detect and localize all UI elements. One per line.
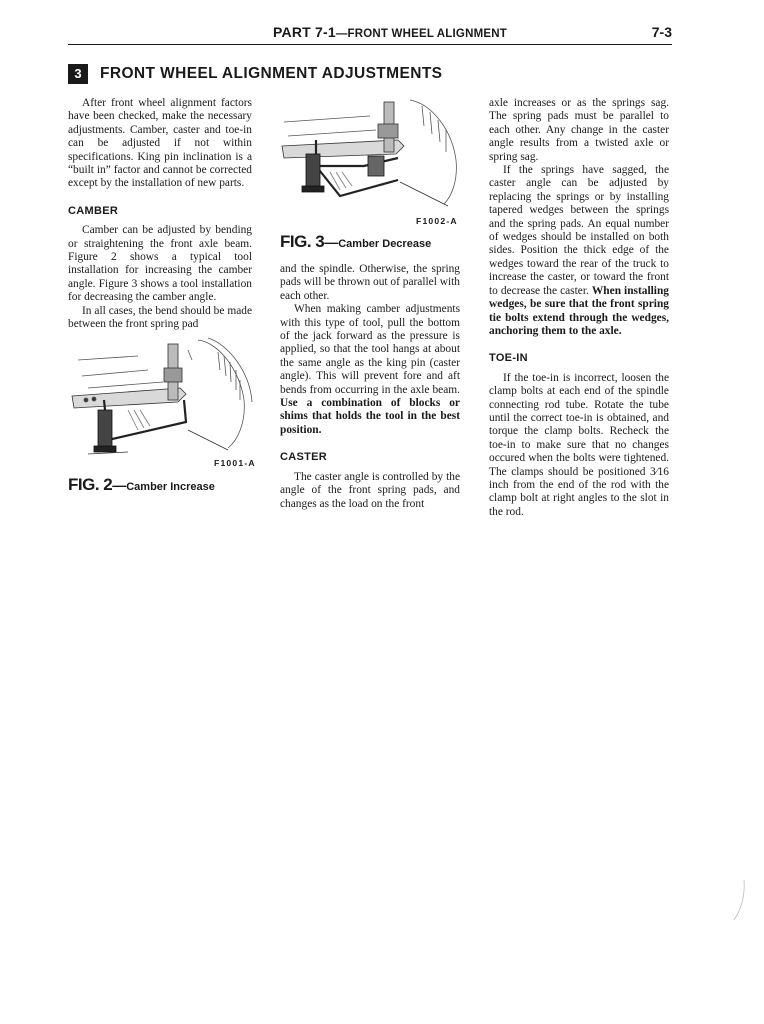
running-head: [0, 24, 764, 44]
figure-2-caption: [68, 475, 215, 495]
figure-2-dash: —: [112, 477, 127, 493]
figure-2: [68, 330, 256, 494]
part-subtitle: FRONT WHEEL ALIGNMENT: [347, 28, 507, 40]
figure-3-caption-text: Camber Decrease: [338, 238, 432, 250]
camber-paragraph-1: Camber can be adjusted by bending or straightening the front axle beam. Figure 2 shows a typical tool installation for increasing the camber angle. Figure 3 shows a tool installation for decreasing the camber angle.: [68, 224, 252, 304]
caster-paragraph-2: [489, 164, 669, 338]
header-rule: [68, 44, 672, 45]
intro-paragraph: After front wheel alignment factors have been checked, make the necessary adjustments. Camber, caster and toe-in can be adjusted if not within specifications. King pin inclination is a “built in” factor and cannot be corrected except by the installation of new parts.: [68, 97, 252, 190]
toe-in-text-a: If the toe-in is incorrect, loosen the clamp bolts at each end of the spindle connecting rod tube. Rotate the tube until the correct toe-in is obtained, and torque the clamp bolts. Recheck the toe-in to make sure that no changes occured when the bolts were tightened. The clamps should be positioned: [489, 371, 669, 478]
page-number: 7-3: [651, 24, 672, 40]
figure-3: [280, 96, 458, 251]
figure-3-caption: [280, 232, 431, 252]
col2-paragraph-2: [280, 303, 460, 437]
running-title: [190, 24, 590, 40]
part-title: PART 7-1: [273, 24, 336, 40]
figure-3-dash: —: [324, 234, 339, 250]
figure-3-code: F1002-A: [416, 216, 458, 226]
wedge-bold: When installing wedges, be sure that the front spring tie bolts extend through the wedges, anchoring them to the axle.: [489, 284, 669, 337]
toe-in-text-b: inch from the end of the rod with the clamp bolt at right angles to the slot in the rod.: [489, 478, 669, 518]
toe-in-paragraph: [489, 372, 669, 519]
figure-2-illustration: [68, 330, 254, 460]
camber-paragraph-2: In all cases, the bend should be made between the front spring pad: [68, 304, 252, 331]
wedge-text: If the springs have sagged, the caster angle can be adjusted by replacing the springs or by installing tapered wedges between the springs and the spring pads. An equal number of wedges should be installed on both sides. Position the thick edge of the wedges toward the rear of the truck to increase the caster, or toward the front to decrease the caster.: [489, 164, 669, 297]
figure-2-label: FIG. 2: [68, 475, 113, 494]
figure-2-code: F1001-A: [214, 458, 256, 468]
toe-in-fraction: 3⁄16: [650, 465, 670, 478]
column-2: [280, 263, 460, 511]
camber-heading: CAMBER: [68, 204, 119, 217]
section-title: FRONT WHEEL ALIGNMENT ADJUSTMENTS: [100, 65, 443, 82]
toe-in-heading: TOE-IN: [489, 352, 528, 365]
column-3: [489, 97, 669, 519]
camber-adjust-text: When making camber adjustments with this type of tool, pull the bottom of the jack forward as the pressure is applied, so that the tool hangs at about the same angle as the king pin (caster angle). This will prevent fore and aft bends from occurring in the axle beam.: [280, 303, 460, 396]
figure-3-label: FIG. 3: [280, 232, 325, 251]
title-separator: —: [335, 28, 348, 40]
figure-2-caption-text: Camber Increase: [126, 481, 215, 493]
camber-adjust-bold: Use a combination of blocks or shims that holds the tool in the best position.: [280, 397, 460, 436]
page-edge-mark: [732, 880, 746, 920]
caster-paragraph-1: The caster angle is controlled by the angle of the front spring pads, and changes as the load on the front: [280, 470, 460, 510]
col2-paragraph-1: and the spindle. Otherwise, the spring pads will be thrown out of parallel with each other.: [280, 263, 460, 302]
section-number-badge: 3: [68, 64, 88, 84]
caster-continued: axle increases or as the springs sag. The spring pads must be parallel to each other. Any change in the caster angle results from a twisted axle or spring sag.: [489, 97, 669, 163]
caster-heading: CASTER: [280, 451, 328, 464]
column-1: [68, 97, 252, 332]
figure-3-illustration: [280, 96, 458, 214]
